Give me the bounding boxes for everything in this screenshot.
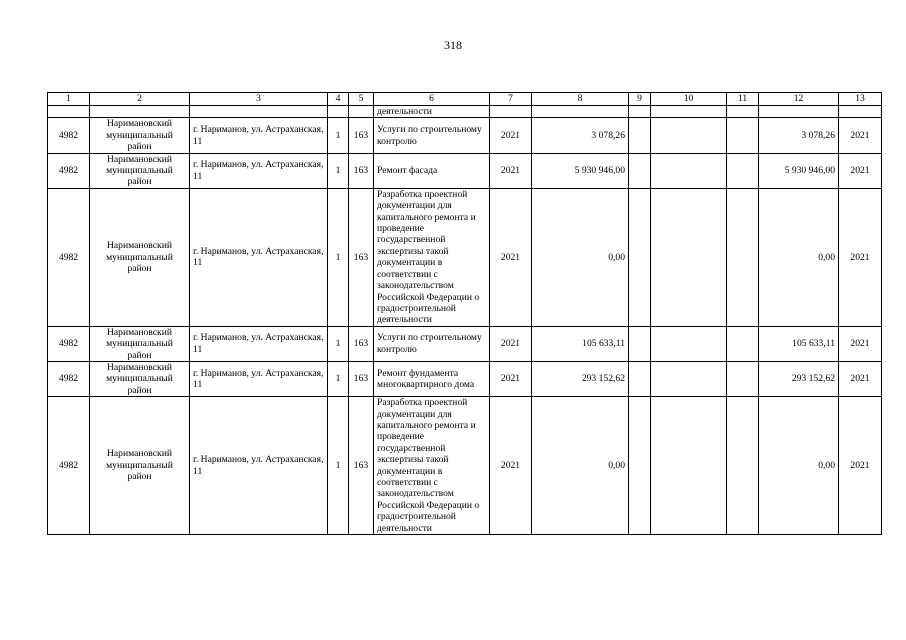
column-header: 8 [532,93,629,106]
cell-year: 2021 [490,326,532,361]
table-row [48,153,882,188]
cell-work-type: Услуги по строительному контролю [374,326,490,361]
column-header: 5 [349,93,374,106]
cell-district: Наримановский муниципальный район [90,326,190,361]
cell-col4: 1 [328,397,349,535]
table-row [48,397,882,535]
cell-total-cost: 105 633,11 [532,326,629,361]
cell-col4: 1 [328,118,349,153]
cell-code: 4982 [48,118,90,153]
cell-col10 [651,153,727,188]
column-header: 6 [374,93,490,106]
cell-col9 [629,361,651,396]
column-header: 9 [629,93,651,106]
cell-col5: 163 [349,188,374,326]
cell-end-year: 2021 [839,361,882,396]
cell-end-year: 2021 [839,326,882,361]
cell-col9 [629,118,651,153]
continuation-row [48,106,882,118]
cell-col4: 1 [328,188,349,326]
cell-total-cost: 5 930 946,00 [532,153,629,188]
cell-district: Наримановский муниципальный район [90,397,190,535]
cell-col5: 163 [349,118,374,153]
cell-total-cost: 3 078,26 [532,118,629,153]
cell-col11 [727,153,759,188]
register-table [47,92,882,535]
cell-col9 [629,188,651,326]
cell-code: 4982 [48,397,90,535]
cell-col12: 105 633,11 [759,326,839,361]
column-number-row [48,93,882,106]
cell-col11 [727,397,759,535]
cell-col10 [651,326,727,361]
cell-end-year: 2021 [839,397,882,535]
cell-address: г. Нариманов, ул. Астраханская, 11 [190,361,328,396]
cell-col5: 163 [349,153,374,188]
cell-work-type: Разработка проектной документации для капитального ремонта и проведение государственной экспертизы такой документации в соответствии с законодательством Российской Федерации о градостроительной деятельности [374,188,490,326]
cell-code: 4982 [48,153,90,188]
cell-code: 4982 [48,326,90,361]
cell-col9 [629,153,651,188]
cell-year: 2021 [490,153,532,188]
cell-total-cost: 293 152,62 [532,361,629,396]
cell-col12: 0,00 [759,188,839,326]
cell-col11 [727,361,759,396]
cell-year: 2021 [490,397,532,535]
cell-col10 [651,188,727,326]
cell-col11 [727,188,759,326]
column-header: 12 [759,93,839,106]
cell-col5: 163 [349,361,374,396]
column-header: 13 [839,93,882,106]
cell-col4: 1 [328,326,349,361]
cell-work-type: Разработка проектной документации для капитального ремонта и проведение государственной экспертизы такой документации в соответствии с законодательством Российской Федерации о градостроительной деятельности [374,397,490,535]
cell-end-year: 2021 [839,188,882,326]
cell-year: 2021 [490,118,532,153]
cell-year: 2021 [490,361,532,396]
cell-col10 [651,361,727,396]
cell-col5: 163 [349,326,374,361]
cell-work-type: Ремонт фундамента многоквартирного дома [374,361,490,396]
table-row [48,188,882,326]
cell-end-year: 2021 [839,118,882,153]
column-header: 11 [727,93,759,106]
cell-year: 2021 [490,188,532,326]
cell-col9 [629,397,651,535]
cell-district: Наримановский муниципальный район [90,118,190,153]
cell-total-cost: 0,00 [532,188,629,326]
cell-address: г. Нариманов, ул. Астраханская, 11 [190,153,328,188]
cell-col4: 1 [328,153,349,188]
cell-col4: 1 [328,361,349,396]
table-row [48,326,882,361]
cell-address: г. Нариманов, ул. Астраханская, 11 [190,188,328,326]
cell-col11 [727,326,759,361]
cell-work-type: Ремонт фасада [374,153,490,188]
cell-code: 4982 [48,361,90,396]
cell-end-year: 2021 [839,153,882,188]
column-header: 2 [90,93,190,106]
continuation-text: деятельности [374,106,490,118]
cell-address: г. Нариманов, ул. Астраханская, 11 [190,326,328,361]
column-header: 4 [328,93,349,106]
column-header: 3 [190,93,328,106]
cell-district: Наримановский муниципальный район [90,153,190,188]
column-header: 7 [490,93,532,106]
page-number: 318 [444,38,462,52]
table-row [48,361,882,396]
cell-col11 [727,118,759,153]
cell-address: г. Нариманов, ул. Астраханская, 11 [190,397,328,535]
cell-col5: 163 [349,397,374,535]
cell-col12: 5 930 946,00 [759,153,839,188]
cell-code: 4982 [48,188,90,326]
cell-col10 [651,397,727,535]
cell-col9 [629,326,651,361]
cell-district: Наримановский муниципальный район [90,361,190,396]
cell-col10 [651,118,727,153]
cell-col12: 0,00 [759,397,839,535]
cell-col12: 3 078,26 [759,118,839,153]
cell-total-cost: 0,00 [532,397,629,535]
cell-district: Наримановский муниципальный район [90,188,190,326]
table-row [48,118,882,153]
column-header: 1 [48,93,90,106]
cell-work-type: Услуги по строительному контролю [374,118,490,153]
cell-col12: 293 152,62 [759,361,839,396]
cell-address: г. Нариманов, ул. Астраханская, 11 [190,118,328,153]
column-header: 10 [651,93,727,106]
